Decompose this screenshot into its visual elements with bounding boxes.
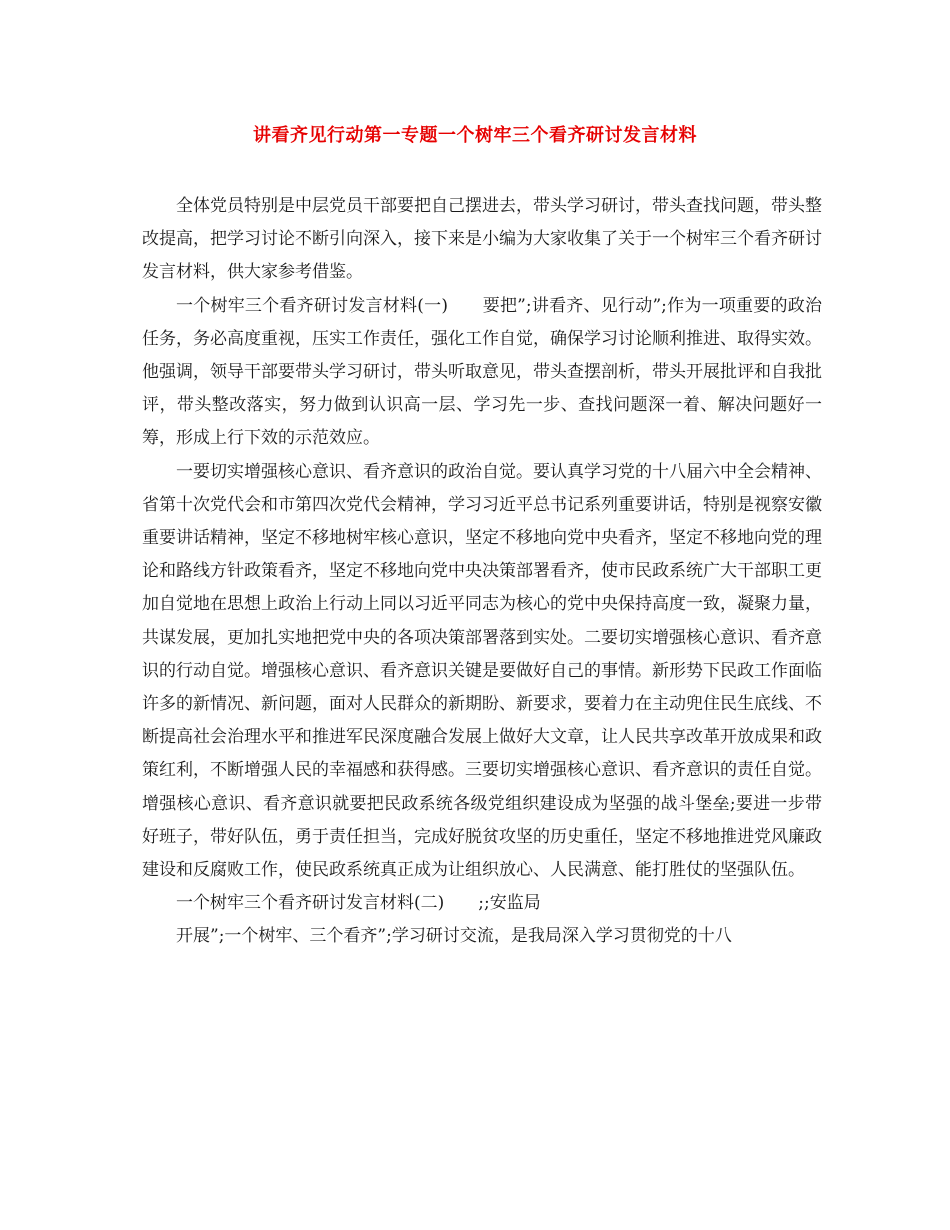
paragraph-material-two-heading: 一个树牢三个看齐研讨发言材料(二) ;;安监局 xyxy=(176,893,541,914)
paragraph-requirements: 一要切实增强核心意识、看齐意识的政治自觉。要认真学习党的十八届六中全会精神、省第十次党代会和市第四次党代会精神，学习习近平总书记系列重要讲话，特别是视察安徽重要讲话精神，坚定不移地树牢核心意识，坚定不移地向党中央看齐，坚定不移地向党的理论和路线方针政策看齐，坚定不移地向党中央决策部署看齐，使市民政系统广大干部职工更加自觉地在思想上政治上行动上同以习近平同志为核心的党中央保持高度一致，凝聚力量，共谋发展，更加扎实地把党中央的各项决策部署落到实处。二要切实增强核心意识、看齐意识的行动自觉。增强核心意识、看齐意识关键是要做好自己的事情。新形势下民政工作面临许多的新情况、新问题，面对人民群众的新期盼、新要求，要着力在主动兜住民生底线、不断提高社会治理水平和推进军民深度融合发展上做好大文章，让人民共享改革开放成果和政策红利，不断增强人民的幸福感和获得感。三要切实增强核心意识、看齐意识的责任自觉。 xyxy=(142,461,822,781)
document-title: 讲看齐见行动第一专题一个树牢三个看齐研讨发言材料 xyxy=(253,125,697,146)
paragraph-material-one: 一个树牢三个看齐研讨发言材料(一) 要把”;讲看齐、见行动”;作为一项重要的政治任务，务必高度重视，压实工作责任，强化工作自觉，确保学习讨论顺利推进、取得实效。他强调，领导干部要带头学习研讨，带头听取意见，带头查摆剖析，带头开展批评和自我批评，带头整改落实，努力做到认识高一层、学习先一步、查找问题深一着、解决问题好一筹，形成上行下效的示范效应。 xyxy=(142,295,822,449)
paragraph-intro: 全体党员特别是中层党员干部要把自己摆进去，带头学习研讨，带头查找问题，带头整改提高，把学习讨论不断引向深入，接下来是小编为大家收集了关于一个树牢三个看齐研讨发言材料，供大家参考借鉴。 xyxy=(142,196,822,283)
paragraph-requirements-continued: 增强核心意识、看齐意识就要把民政系统各级党组织建设成为坚强的战斗堡垒;要进一步带好班子，带好队伍，勇于责任担当，完成好脱贫攻坚的历史重任，坚定不移地推进党风廉政建设和反腐败工作，使民政系统真正成为让组织放心、人民满意、能打胜仗的坚强队伍。 xyxy=(142,793,822,881)
document-body xyxy=(142,190,822,954)
paragraph-material-two-body: 开展”;一个树牢、三个看齐”;学习研讨交流，是我局深入学习贯彻党的十八 xyxy=(176,926,732,947)
